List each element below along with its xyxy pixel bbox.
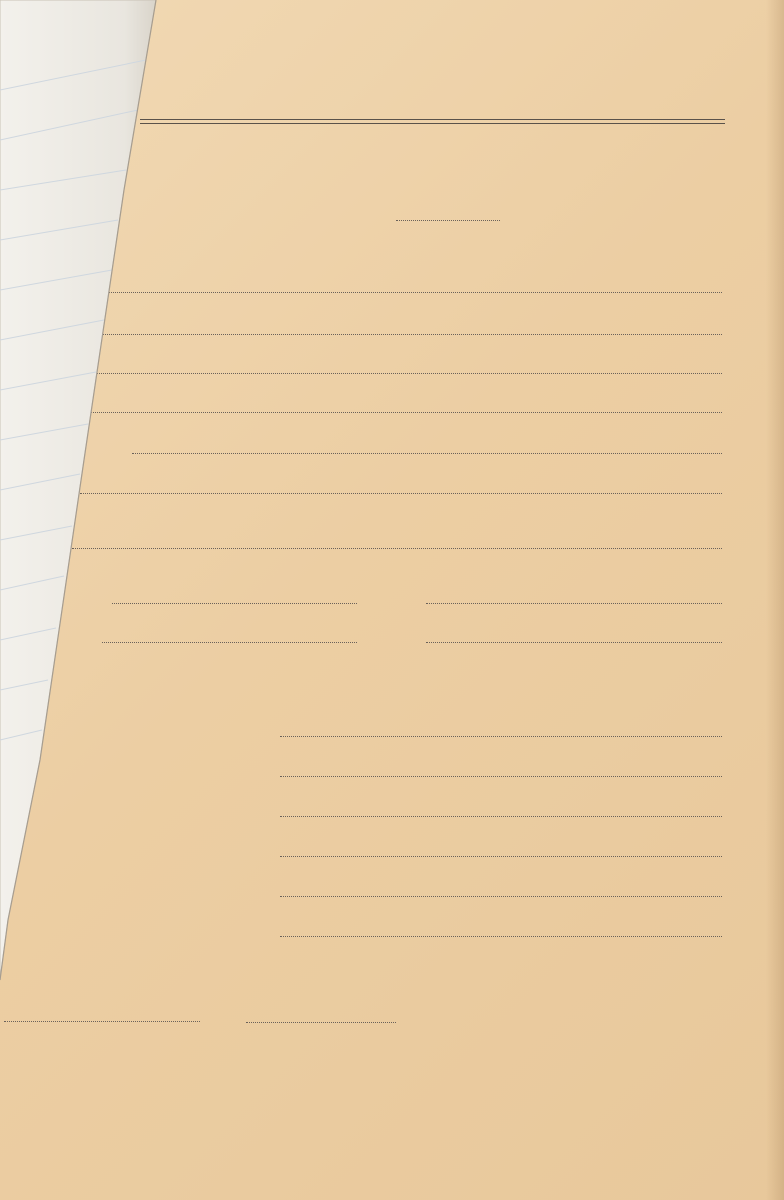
contract-date-rule [426,642,722,643]
expert-line-1 [280,736,722,737]
expert-line-2 [280,776,722,777]
subject-line-1-rule [90,292,722,293]
header-rule-bottom [140,123,725,124]
page-edge-shadow [766,0,784,1200]
contract-number-rule [102,642,357,643]
subject-line-4-rule [90,412,722,413]
expert-line-6 [280,936,722,937]
client-name-rule [132,453,722,454]
subject-line-3-rule [90,373,722,374]
expert-line-5 [280,896,722,897]
subject-line-2-rule [90,334,722,335]
order-date-rule [426,603,722,604]
number-line [396,220,500,221]
place-rule [4,1021,200,1022]
expert-line-4 [280,856,722,857]
order-number-rule [112,603,357,604]
client-address-rule [72,548,722,549]
client-name-rule-2 [80,493,722,494]
expert-line-3 [280,816,722,817]
header-rule-top [140,119,725,120]
date-rule [246,1022,396,1023]
